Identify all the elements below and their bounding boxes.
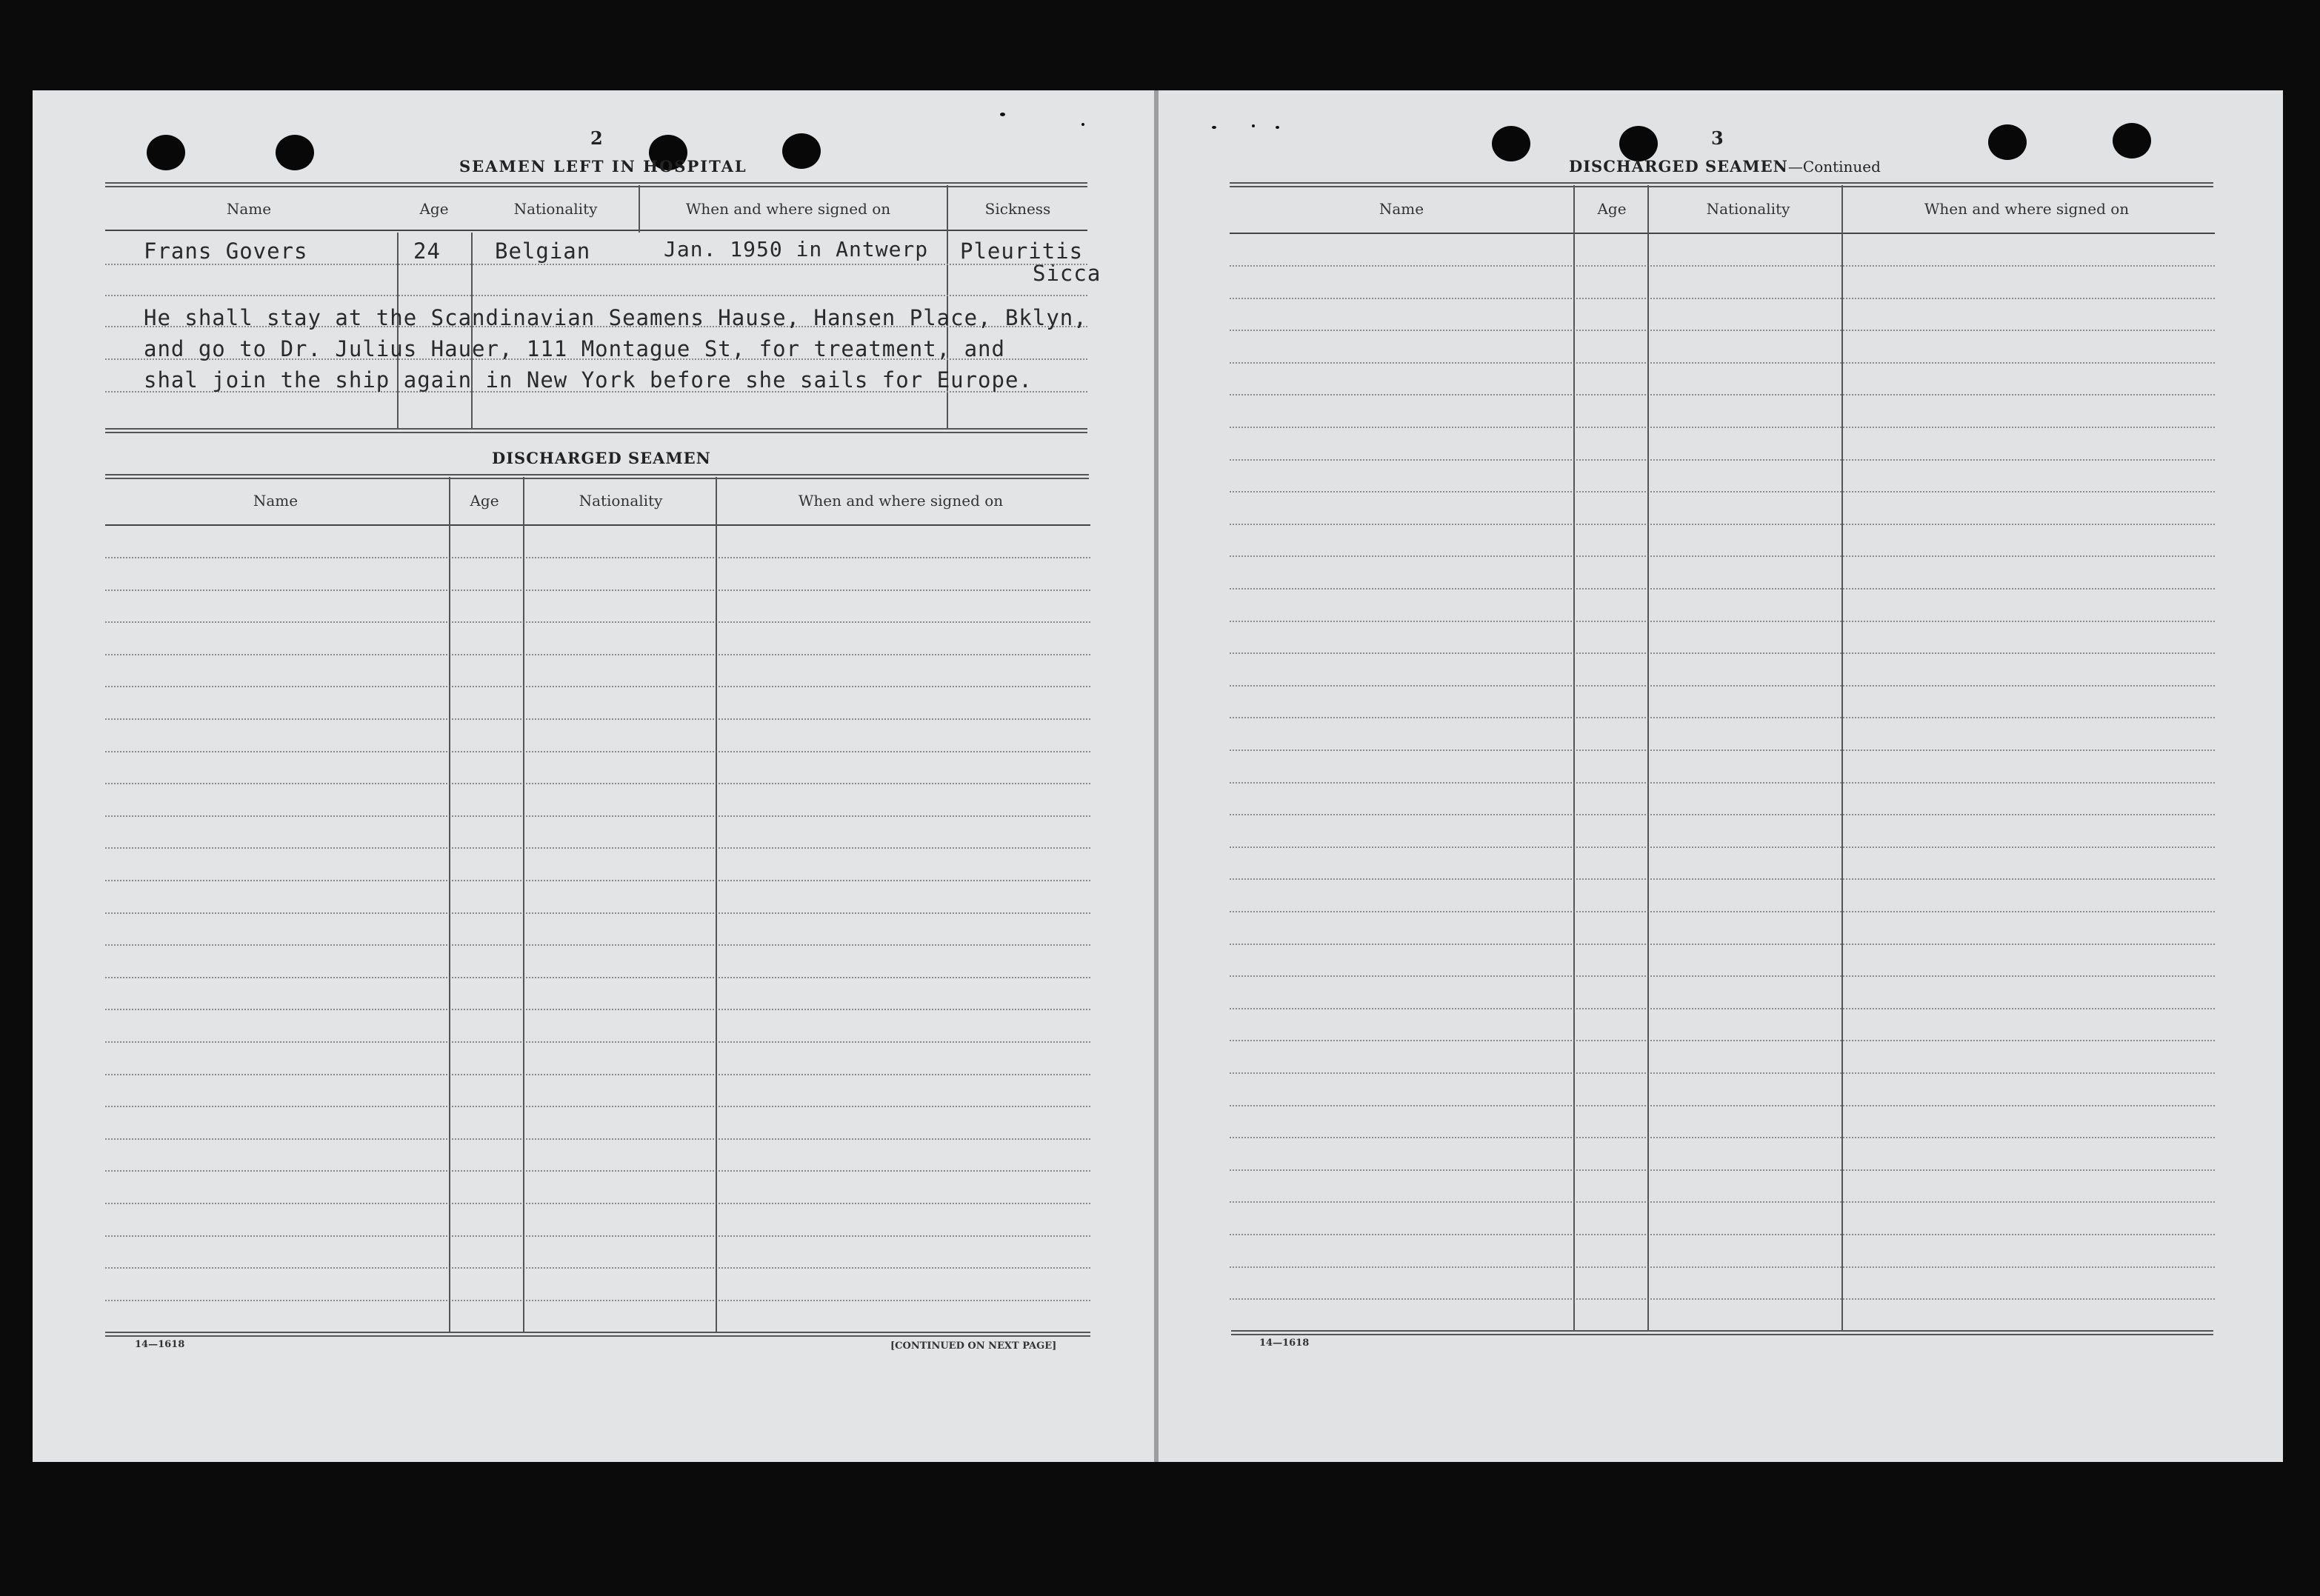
ruled-line: [105, 264, 1087, 265]
ruled-line: [1230, 330, 2215, 331]
ruled-line: [105, 718, 1090, 720]
ruled-line: [1230, 265, 2215, 267]
ruled-line: [1230, 491, 2215, 493]
ruled-line: [1230, 911, 2215, 912]
table-bottom-rule: [105, 1332, 1090, 1337]
column-header: Sickness: [984, 200, 1051, 218]
ruled-line: [1230, 685, 2215, 687]
column-header: When and where signed on: [1924, 200, 2130, 218]
column-divider: [523, 477, 524, 1332]
column-header: Name: [253, 492, 299, 510]
column-divider: [1573, 185, 1575, 1330]
ruled-line: [105, 1074, 1090, 1075]
right-page: [1157, 90, 2283, 1462]
table-top-rule: [1230, 182, 2213, 187]
column-header: Name: [1379, 200, 1424, 218]
ruled-line: [1230, 621, 2215, 622]
header-rule: [105, 230, 1087, 231]
ruled-line: [1230, 588, 2215, 590]
ruled-line: [1230, 459, 2215, 461]
header-rule: [1230, 233, 2215, 234]
column-header: Nationality: [513, 200, 598, 218]
ruled-line: [1230, 944, 2215, 945]
ruled-line: [105, 912, 1090, 914]
section-bottom-rule: [105, 428, 1087, 433]
ruled-line: [1230, 782, 2215, 784]
ruled-line: [1230, 749, 2215, 751]
ruled-line: [105, 1041, 1090, 1043]
punch-hole: [1492, 126, 1530, 161]
ruled-line: [1230, 1040, 2215, 1041]
form-number: 14—1618: [1259, 1338, 1310, 1349]
column-header: Nationality: [579, 492, 663, 510]
column-header: Nationality: [1706, 200, 1790, 218]
ruled-line: [1230, 975, 2215, 977]
ruled-line: [105, 1235, 1090, 1237]
hospital-section-title: SEAMEN LEFT IN HOSPITAL: [459, 157, 747, 176]
column-header: Age: [470, 492, 499, 510]
ruled-line: [105, 1009, 1090, 1010]
punch-hole: [276, 135, 314, 170]
ruled-line: [1230, 524, 2215, 525]
ruled-line: [1230, 717, 2215, 718]
ruled-line: [1230, 1169, 2215, 1171]
ruled-line: [105, 590, 1090, 591]
column-divider: [1647, 185, 1649, 1330]
ruled-line: [105, 1138, 1090, 1140]
ruled-line: [105, 1300, 1090, 1301]
ruled-line: [105, 847, 1090, 849]
ruled-line: [1230, 814, 2215, 815]
ink-speck: [1276, 126, 1279, 129]
ruled-line: [1230, 1137, 2215, 1138]
ruled-line: [1230, 878, 2215, 880]
title-main: DISCHARGED SEAMEN: [1569, 157, 1788, 176]
column-header: When and where signed on: [685, 200, 891, 218]
ruled-line: [105, 1267, 1090, 1269]
table-top-rule: [105, 474, 1089, 479]
seaman-sickness-cont: Sicca: [1033, 261, 1101, 286]
ruled-line: [1230, 1072, 2215, 1074]
ruled-line: [105, 880, 1090, 881]
ruled-line: [105, 1203, 1090, 1204]
ruled-line: [1230, 847, 2215, 848]
ruled-line: [105, 654, 1090, 655]
ink-speck: [1081, 123, 1084, 126]
seaman-age: 24: [413, 238, 441, 264]
ink-speck: [1252, 124, 1255, 127]
column-header: Age: [419, 200, 449, 218]
ruled-line: [1230, 394, 2215, 395]
seaman-sickness: Pleuritis: [960, 238, 1084, 264]
column-divider: [639, 185, 640, 233]
table-top-rule: [105, 182, 1087, 187]
note-line: and go to Dr. Julius Hauer, 111 Montague St, for treatment, and: [144, 336, 1005, 361]
ruled-line: [105, 1106, 1090, 1107]
ink-speck: [1212, 126, 1216, 129]
ruled-line: [105, 944, 1090, 946]
title-suffix: —Continued: [1787, 158, 1881, 176]
discharged-continued-title: [1569, 157, 1881, 176]
column-divider: [471, 233, 473, 428]
punch-hole: [147, 135, 185, 170]
ruled-line: [1230, 427, 2215, 428]
form-number: 14—1618: [135, 1339, 185, 1350]
ruled-line: [105, 783, 1090, 784]
seaman-name: Frans Govers: [144, 238, 308, 264]
ruled-line: [105, 686, 1090, 687]
column-header: When and where signed on: [798, 492, 1004, 510]
column-divider: [1841, 185, 1843, 1330]
page-number: 3: [1711, 127, 1724, 149]
header-rule: [105, 524, 1090, 526]
ruled-line: [105, 977, 1090, 978]
punch-hole: [2113, 123, 2151, 158]
column-divider: [397, 233, 399, 428]
ruled-line: [105, 1170, 1090, 1172]
punch-hole: [1988, 124, 2027, 160]
ruled-line: [1230, 362, 2215, 364]
table-bottom-rule: [1231, 1330, 2213, 1335]
seaman-nationality: Belgian: [495, 238, 591, 264]
ruled-line: [1230, 1298, 2215, 1300]
ink-speck: [1000, 113, 1005, 116]
column-divider: [449, 477, 450, 1332]
note-line: shal join the ship again in New York before she sails for Europe.: [144, 367, 1033, 393]
punch-hole: [782, 133, 821, 169]
page-number: 2: [590, 127, 603, 149]
ruled-line: [105, 557, 1090, 558]
column-divider: [716, 477, 717, 1332]
ruled-line: [1230, 652, 2215, 654]
ruled-line: [105, 815, 1090, 817]
discharged-section-title: DISCHARGED SEAMEN: [492, 449, 711, 467]
ruled-line: [105, 295, 1087, 296]
ruled-line: [105, 751, 1090, 752]
ruled-line: [1230, 1201, 2215, 1203]
punch-hole: [1619, 126, 1658, 161]
column-header: Name: [226, 200, 272, 218]
page-spine: [1154, 90, 1159, 1462]
ruled-line: [1230, 1266, 2215, 1268]
ruled-line: [1230, 298, 2215, 299]
note-line: He shall stay at the Scandinavian Seamens Hause, Hansen Place, Bklyn,: [144, 305, 1087, 330]
column-header: Age: [1597, 200, 1627, 218]
ruled-line: [1230, 555, 2215, 557]
ruled-line: [105, 621, 1090, 623]
ruled-line: [1230, 1105, 2215, 1106]
continued-note: [CONTINUED ON NEXT PAGE]: [890, 1340, 1057, 1352]
ruled-line: [1230, 1008, 2215, 1009]
ruled-line: [1230, 1234, 2215, 1235]
seaman-signed-on: Jan. 1950 in Antwerp: [664, 237, 929, 261]
